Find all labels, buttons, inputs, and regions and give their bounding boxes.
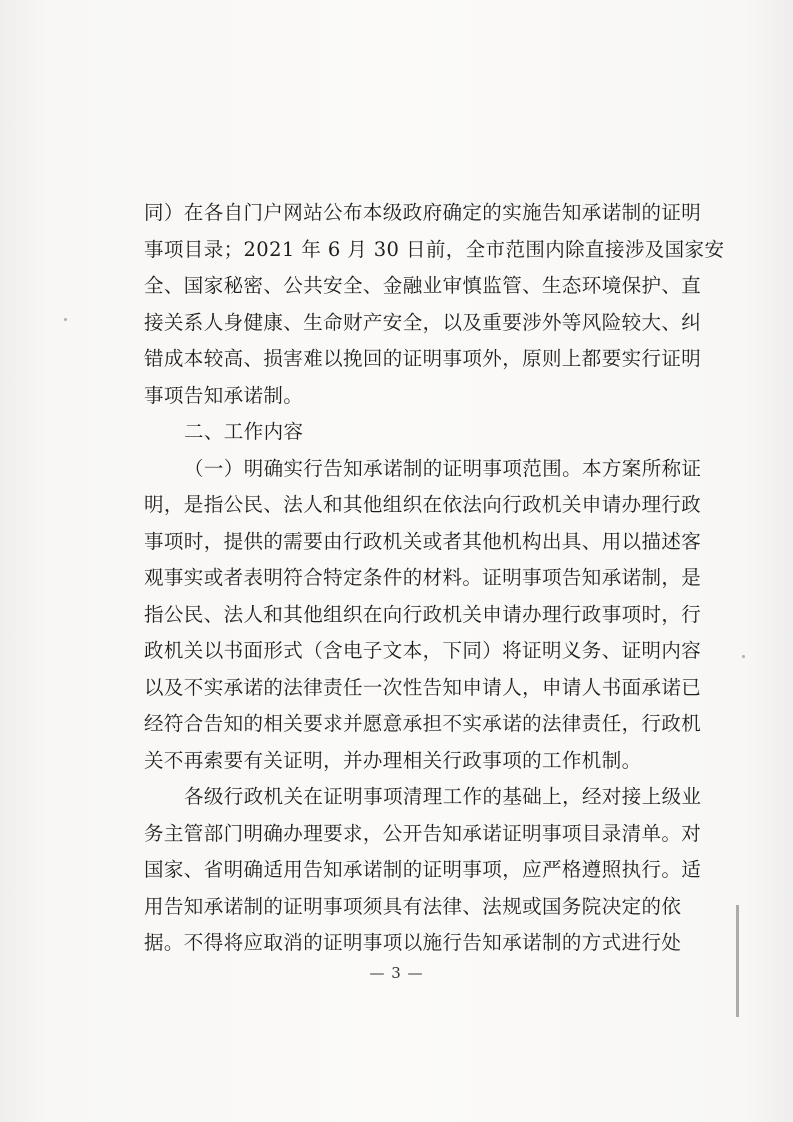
text-line-9: 明，是指公民、法人和其他组织在依法向行政机关申请办理行政 <box>144 493 702 516</box>
text-line-1: 同）在各自门户网站公布本级政府确定的实施告知承诺制的证明 <box>144 201 702 224</box>
body-text <box>144 195 725 962</box>
text-line-4: 接关系人身健康、生命财产安全，以及重要涉外等风险较大、纠 <box>144 310 702 334</box>
text-line-2: 事项目录；2021 年 6 月 30 日前，全市范围内除直接涉及国家安 <box>144 237 725 261</box>
text-line-18: 务主管部门明确办理要求，公开告知承诺证明事项目录清单。对 <box>144 821 702 845</box>
text-line-19: 国家、省明确适用告知承诺制的证明事项，应严格遵照执行。适 <box>144 858 702 881</box>
section-heading: 二、工作内容 <box>184 420 304 443</box>
text-line-14: 以及不实承诺的法律责任一次性告知申请人，申请人书面承诺已 <box>144 675 702 699</box>
scan-edge-mark <box>736 905 739 1017</box>
text-line-20: 用告知承诺制的证明事项须具有法律、法规或国务院决定的依 <box>144 894 682 918</box>
text-line-3: 全、国家秘密、公共安全、金融业审慎监管、生态环境保护、直 <box>144 274 702 297</box>
scan-speck <box>64 318 67 321</box>
text-line-5: 错成本较高、损害难以挽回的证明事项外，原则上都要实行证明 <box>144 347 702 370</box>
text-line-11: 观事实或者表明符合特定条件的材料。证明事项告知承诺制，是 <box>144 566 702 589</box>
text-line-10: 事项时，提供的需要由行政机关或者其他机构出具、用以描述客 <box>144 529 702 553</box>
page-number: — 3 — <box>369 964 424 982</box>
text-line-6: 事项告知承诺制。 <box>144 383 304 407</box>
text-line-16: 关不再索要有关证明，并办理相关行政事项的工作机制。 <box>144 748 642 772</box>
text-line-8: （一）明确实行告知承诺制的证明事项范围。本方案所称证 <box>184 456 702 480</box>
text-line-13: 政机关以书面形式（含电子文本，下同）将证明义务、证明内容 <box>144 639 702 662</box>
text-line-21: 据。不得将应取消的证明事项以施行告知承诺制的方式进行处 <box>144 931 682 954</box>
scan-speck <box>742 655 745 658</box>
text-line-17: 各级行政机关在证明事项清理工作的基础上，经对接上级业 <box>184 785 702 808</box>
text-line-12: 指公民、法人和其他组织在向行政机关申请办理行政事项时，行 <box>144 602 702 626</box>
text-line-15: 经符合告知的相关要求并愿意承担不实承诺的法律责任，行政机 <box>144 712 702 735</box>
